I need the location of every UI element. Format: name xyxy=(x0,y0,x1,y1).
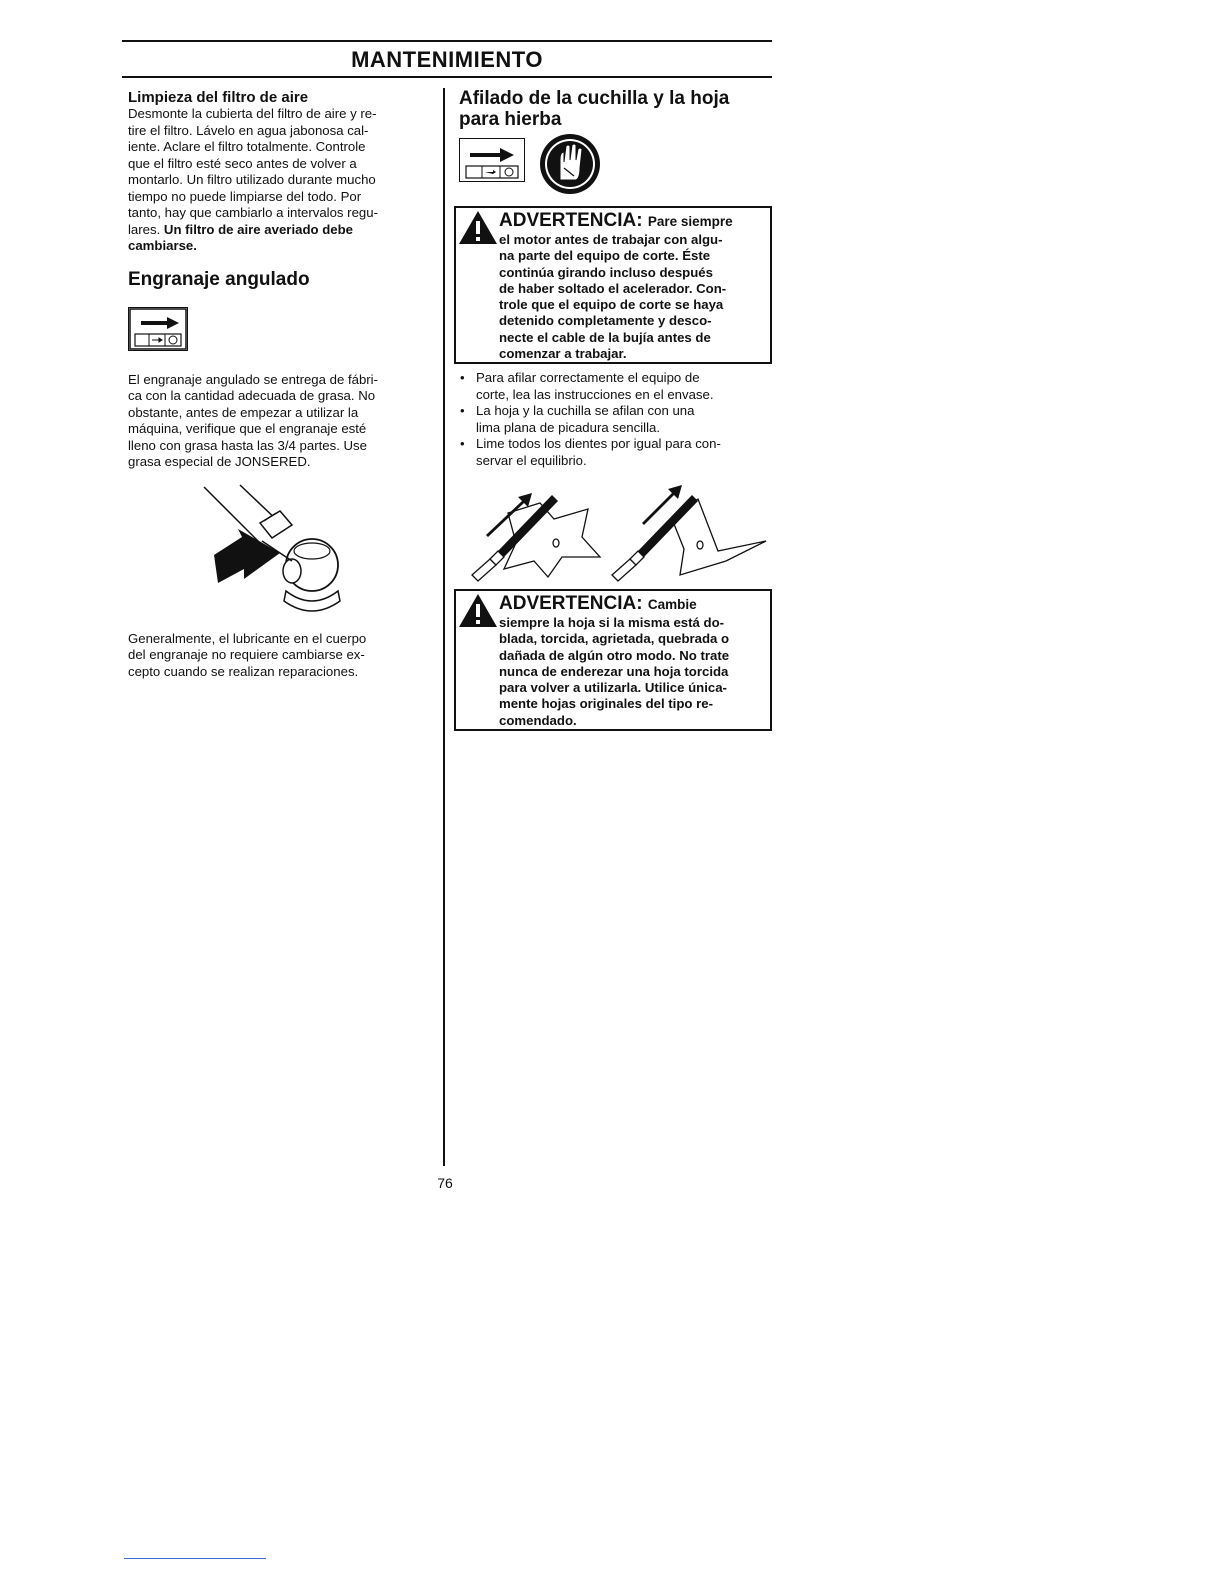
text-line: Lime todos los dientes por igual para con- xyxy=(476,436,721,451)
text-line: para volver a utilizarla. Utilice única- xyxy=(499,680,727,696)
bold-text: Un filtro de aire averiado debe xyxy=(163,221,353,237)
text-line: mente hojas originales del tipo re- xyxy=(499,696,713,712)
text-line: el motor antes de trabajar con algu- xyxy=(499,232,723,247)
text-line: siempre la hoja si la misma está do- xyxy=(499,615,725,630)
gear-section xyxy=(128,269,428,681)
blade-filing-illustration xyxy=(458,479,772,583)
text-line: tire el filtro. Lávelo en agua jabonosa cal- xyxy=(128,122,369,138)
warning-title xyxy=(499,593,771,615)
text-line: máquina, verifique que el engranaje esté xyxy=(128,421,367,436)
text-line: detenido completamente y desco- xyxy=(499,313,712,329)
warning-lead: Pare siempre xyxy=(647,214,733,229)
text-line: lima plana de picadura sencilla. xyxy=(476,419,661,435)
text-line: El engranaje angulado se entrega de fábri- xyxy=(128,371,379,387)
air-filter-section xyxy=(128,89,428,255)
text-line: ca con la cantidad adecuada de grasa. No xyxy=(128,388,376,403)
text-line: comendado. xyxy=(499,712,577,728)
text-line: Desmonte la cubierta del filtro de aire y re- xyxy=(128,106,377,121)
text-line: blada, torcida, agrietada, quebrada o xyxy=(499,631,730,647)
text-line: corte, lea las instrucciones en el envase. xyxy=(476,386,714,402)
heading-line: Afilado de la cuchilla y la hoja xyxy=(459,88,730,109)
sharpening-heading xyxy=(459,88,772,130)
text-line: tiempo no puede limpiarse del todo. Por xyxy=(128,188,362,204)
text-line: continúa girando incluso después xyxy=(499,264,713,280)
text-line: nunca de enderezar una hoja torcida xyxy=(499,663,729,679)
footer-rule xyxy=(124,1558,266,1559)
warning-box-stop-engine xyxy=(454,206,772,364)
maintenance-arrow-icon xyxy=(128,307,188,351)
sharpening-icons xyxy=(459,134,772,194)
text-line: tanto, hay que cambiarlo a intervalos regu- xyxy=(128,205,378,220)
maintenance-arrow-icon xyxy=(459,138,525,182)
column-divider xyxy=(443,88,445,1166)
warning-box-replace-blade xyxy=(454,589,772,731)
text-line: lares. xyxy=(128,221,164,237)
bold-text: cambiarse. xyxy=(128,238,197,253)
text-line: na parte del equipo de corte. Éste xyxy=(499,248,711,264)
page-number: 76 xyxy=(437,1175,453,1191)
text-line: La hoja y la cuchilla se afilan con una xyxy=(476,403,695,418)
page-title: MANTENIMIENTO xyxy=(122,40,772,78)
text-line: montarlo. Un filtro utilizado durante mucho xyxy=(128,172,376,187)
text-line: Generalmente, el lubricante en el cuerpo xyxy=(128,630,367,646)
text-line: iente. Aclare el filtro totalmente. Controle xyxy=(128,139,366,154)
text-line: servar el equilibrio. xyxy=(476,452,587,468)
warning-triangle-icon xyxy=(458,210,498,246)
text-line: grasa especial de JONSERED. xyxy=(128,454,311,469)
warning-label: ADVERTENCIA: xyxy=(499,593,643,614)
text-line: cepto cuando se realizan reparaciones. xyxy=(128,663,359,679)
right-column xyxy=(454,88,772,731)
text-line: trole que el equipo de corte se haya xyxy=(499,297,724,313)
air-filter-heading: Limpieza del filtro de aire xyxy=(128,89,309,106)
warning-title xyxy=(499,210,771,232)
heading-line: para hierba xyxy=(459,109,562,130)
gear-heading: Engranaje angulado xyxy=(128,268,310,290)
text-line: de haber soltado el acelerador. Con- xyxy=(499,280,727,296)
warning-label: ADVERTENCIA: xyxy=(499,210,643,231)
text-line: Para afilar correctamente el equipo de xyxy=(476,370,700,385)
list-item xyxy=(454,403,772,436)
text-line: lleno con grasa hasta las 3/4 partes. Use xyxy=(128,437,367,453)
gear-text-1 xyxy=(128,372,428,471)
warning-triangle-icon xyxy=(458,593,498,629)
text-line: obstante, antes de empezar a utilizar la xyxy=(128,404,359,420)
text-line: del engranaje no requiere cambiarse ex- xyxy=(128,647,365,662)
text-line: necte el cable de la bujía antes de xyxy=(499,329,711,345)
text-line: dañada de algún otro modo. No trate xyxy=(499,647,730,663)
warning-text xyxy=(499,615,771,729)
text-line: que el filtro esté seco antes de volver a xyxy=(128,155,357,171)
text-line: comenzar a trabajar. xyxy=(499,346,627,362)
list-item xyxy=(454,436,772,469)
gear-grease-illustration xyxy=(200,483,360,623)
warning-text xyxy=(499,232,771,362)
left-column xyxy=(128,88,428,680)
protective-gloves-icon xyxy=(538,132,602,196)
sharpening-instructions xyxy=(454,370,772,469)
gear-text-2 xyxy=(128,631,428,681)
list-item xyxy=(454,370,772,403)
warning-lead: Cambie xyxy=(647,597,697,612)
air-filter-text xyxy=(128,106,428,255)
